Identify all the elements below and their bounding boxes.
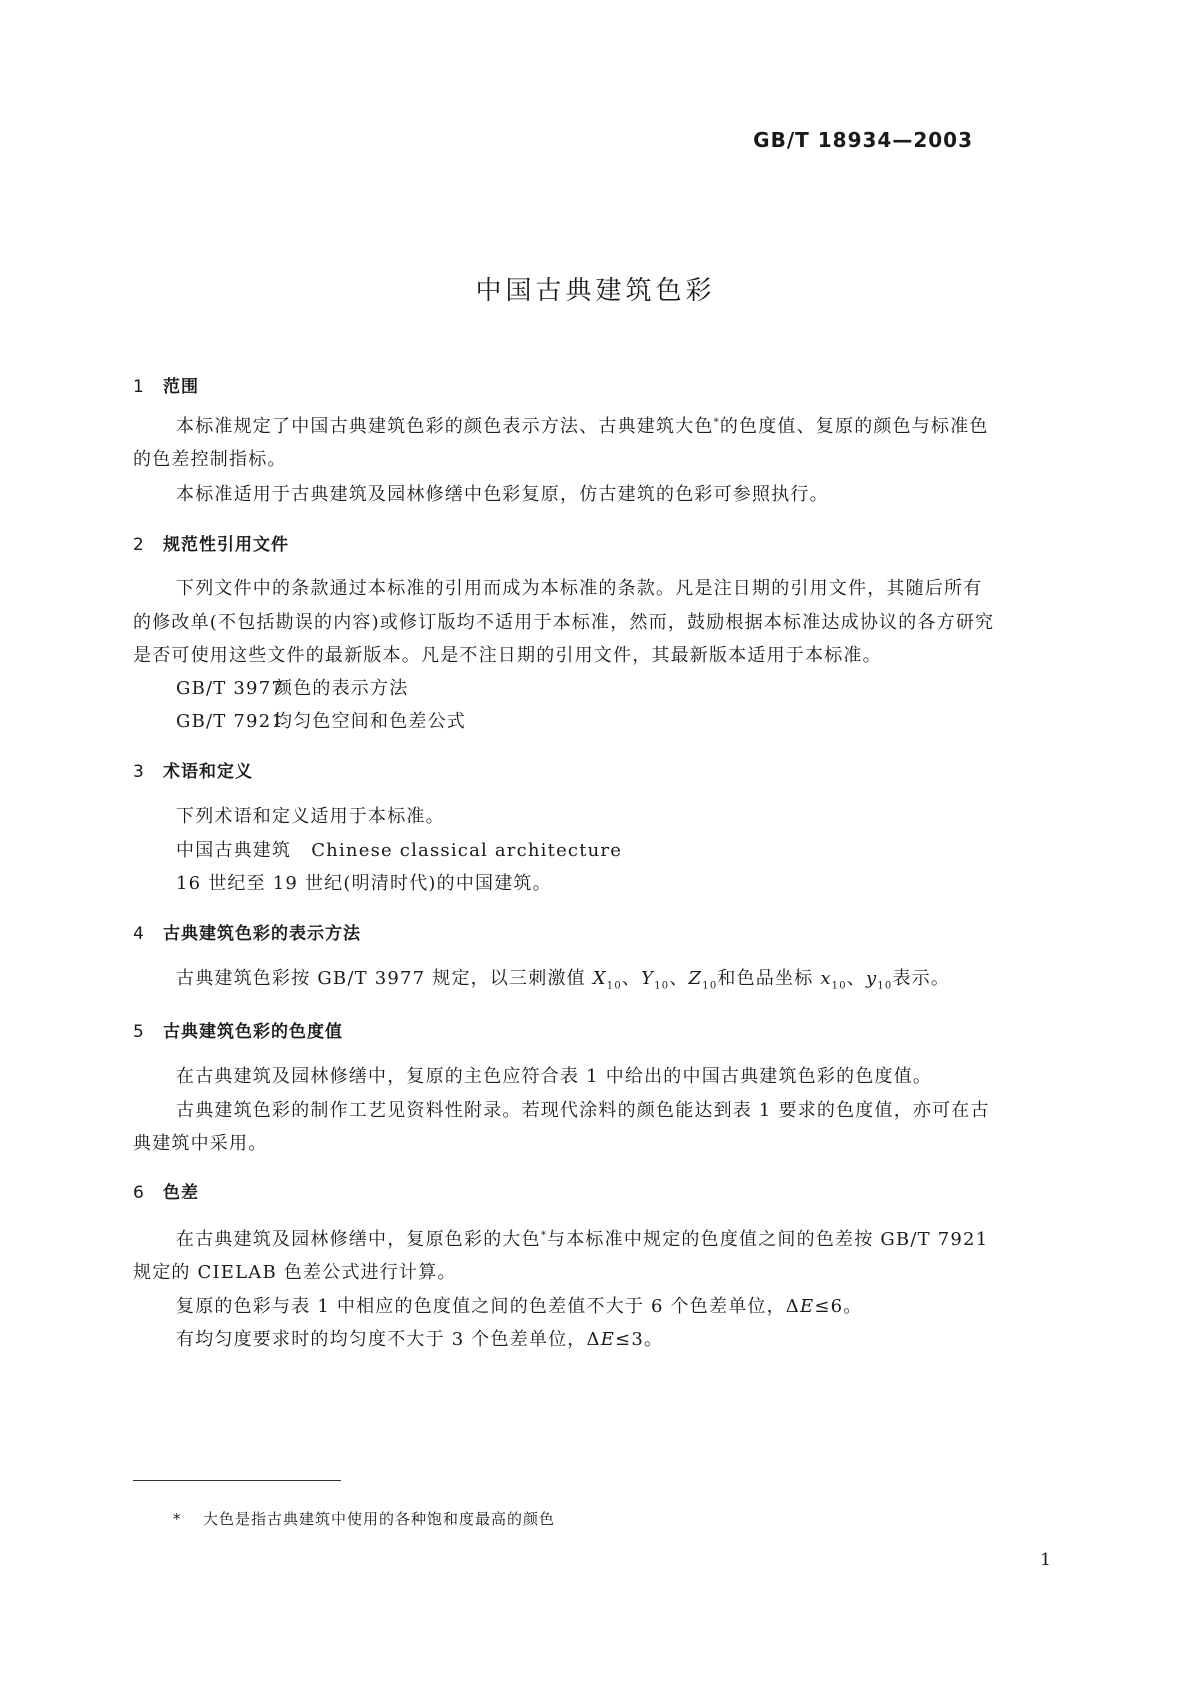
paragraph-continuation: 规定的 CIELAB 色差公式进行计算。: [133, 1262, 457, 1283]
symbol-E: E: [800, 1296, 815, 1317]
text-run: ≤3。: [615, 1329, 664, 1350]
text-run: 复原的色彩与表 1 中相应的色度值之间的色差值不大于 6 个色差单位，Δ: [176, 1296, 800, 1317]
separator: 、: [846, 968, 866, 989]
paragraph: 在古典建筑及园林修缮中，复原的主色应符合表 1 中给出的中国古典建筑色彩的色度值。: [176, 1066, 933, 1087]
section-number: 2: [133, 535, 145, 555]
paragraph: 古典建筑色彩的制作工艺见资料性附录。若现代涂料的颜色能达到表 1 要求的色度值，亦可在古: [176, 1100, 990, 1121]
paragraph: [176, 412, 989, 438]
reference-item: [176, 707, 466, 733]
subscript: 10: [606, 980, 622, 992]
footnote-ref: *: [713, 417, 720, 428]
text-run: 在古典建筑及园林修缮中，复原色彩的大色: [176, 1229, 541, 1250]
section-title: 范围: [163, 377, 199, 397]
footnote-mark: *: [173, 1510, 182, 1528]
term-definition: 16 世纪至 19 世纪(明清时代)的中国建筑。: [176, 873, 552, 894]
text-run: 表示。: [892, 968, 951, 989]
section-title: 色差: [163, 1183, 199, 1203]
text-run: 与本标准中规定的色度值之间的色差按 GB/T 7921: [547, 1229, 989, 1250]
section-heading-2: [133, 530, 289, 555]
footnote-ref: *: [540, 1230, 548, 1241]
section-number: 1: [133, 377, 145, 397]
standard-code: GB/T 18934—2003: [753, 128, 973, 152]
paragraph: [176, 964, 950, 992]
symbol-Z: Z: [688, 968, 703, 989]
section-title: 术语和定义: [163, 762, 253, 782]
paragraph: [176, 1325, 663, 1351]
paragraph: [176, 1225, 988, 1251]
symbol-y: y: [866, 968, 878, 989]
section-title: 古典建筑色彩的表示方法: [163, 924, 361, 944]
term-entry: [176, 836, 622, 862]
reference-title: 均匀色空间和色差公式: [274, 711, 466, 732]
text-run: 有均匀度要求时的均匀度不大于 3 个色差单位，Δ: [176, 1329, 601, 1350]
subscript: 10: [702, 980, 718, 992]
subscript: 10: [654, 980, 670, 992]
section-heading-1: [133, 372, 199, 397]
paragraph: 下列文件中的条款通过本标准的引用而成为本标准的条款。凡是注日期的引用文件，其随后所有: [176, 578, 983, 599]
term-english: Chinese classical architecture: [311, 840, 623, 861]
footnote-divider: [133, 1480, 341, 1481]
paragraph: [176, 1292, 862, 1318]
text-run: 和色品坐标: [717, 968, 821, 989]
section-heading-3: [133, 757, 253, 782]
symbol-Y: Y: [641, 968, 655, 989]
paragraph-continuation: 的修改单(不包括勘误的内容)或修订版均不适用于本标准，然而，鼓励根据本标准达成协议的各方研究: [133, 612, 995, 633]
symbol-E: E: [600, 1329, 616, 1350]
section-heading-5: [133, 1017, 343, 1042]
reference-title: 颜色的表示方法: [274, 678, 409, 699]
section-number: 5: [133, 1022, 145, 1042]
paragraph-continuation: 典建筑中采用。: [133, 1133, 268, 1154]
section-title: 规范性引用文件: [163, 535, 289, 555]
paragraph-continuation: 是否可使用这些文件的最新版本。凡是不注日期的引用文件，其最新版本适用于本标准。: [133, 645, 882, 666]
symbol-X: X: [592, 968, 607, 989]
section-heading-6: [133, 1178, 199, 1203]
section-heading-4: [133, 919, 361, 944]
section-number: 3: [133, 762, 145, 782]
section-number: 4: [133, 924, 145, 944]
section-title: 古典建筑色彩的色度值: [163, 1022, 343, 1042]
footnote: [173, 1508, 555, 1529]
text-run: 的色度值、复原的颜色与标准色: [719, 416, 989, 437]
paragraph: 本标准适用于古典建筑及园林修缮中色彩复原，仿古建筑的色彩可参照执行。: [176, 484, 829, 505]
footnote-text: 大色是指古典建筑中使用的各种饱和度最高的颜色: [203, 1510, 556, 1528]
term-chinese: 中国古典建筑: [176, 840, 292, 861]
text-run: 本标准规定了中国古典建筑色彩的颜色表示方法、古典建筑大色: [176, 416, 714, 437]
symbol-x: x: [820, 968, 832, 989]
separator: 、: [621, 968, 642, 989]
paragraph-continuation: 的色差控制指标。: [133, 449, 287, 470]
paragraph: 下列术语和定义适用于本标准。: [176, 806, 445, 827]
text-run: ≤6。: [814, 1296, 863, 1317]
reference-item: [176, 674, 408, 700]
reference-code: GB/T 7921: [176, 711, 285, 732]
reference-code: GB/T 3977: [176, 678, 285, 699]
section-number: 6: [133, 1183, 145, 1203]
subscript: 10: [831, 980, 847, 992]
text-run: 古典建筑色彩按 GB/T 3977 规定，以三刺激值: [176, 968, 593, 989]
separator: 、: [669, 968, 689, 989]
page-number: 1: [1040, 1550, 1051, 1570]
subscript: 10: [877, 980, 893, 992]
page-title: 中国古典建筑色彩: [475, 276, 716, 306]
